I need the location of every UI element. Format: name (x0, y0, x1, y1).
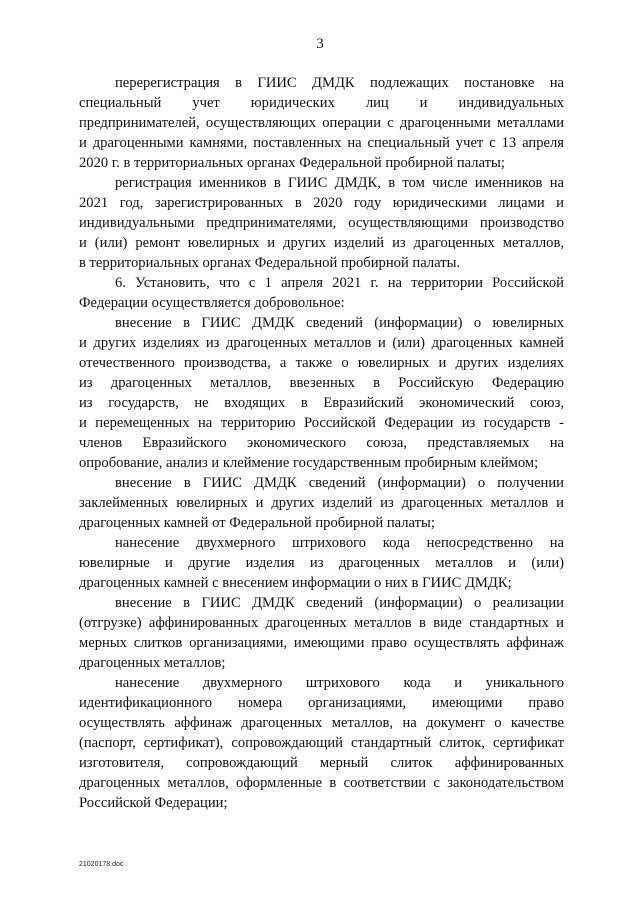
text-line: и других изделиях из драгоценных металлов и (или) драгоценных камней (79, 335, 564, 351)
text-line: мерных слитков организациями, имеющими право осуществлять аффинаж (79, 635, 564, 651)
text-line: драгоценных металлов, оформленные в соответствии с законодательством (79, 775, 564, 791)
text-line: из государств, не входящих в Евразийский экономический союз, (79, 395, 564, 411)
text-line: внесение в ГИИС ДМДК сведений (информации) о ювелирных (115, 315, 564, 331)
text-line: индивидуальными предпринимателями, осуществляющими производство (79, 215, 564, 231)
text-line: внесение в ГИИС ДМДК сведений (информации) о реализации (115, 595, 564, 611)
text-line: предпринимателей, осуществляющих операции с драгоценными металлами (79, 115, 564, 131)
text-line: драгоценных камней от Федеральной пробирной палаты; (79, 515, 435, 531)
text-line: 2021 год, зарегистрированных в 2020 году юридическими лицами и (79, 195, 564, 211)
para-barcode-items (79, 533, 564, 593)
text-line: внесение в ГИИС ДМДК сведений (информации) о получении (115, 475, 564, 491)
text-line: Российской Федерации; (79, 795, 228, 811)
text-line: и драгоценными камнями, поставленных на специальный учет с 13 апреля (79, 135, 564, 151)
para-item-6 (79, 273, 564, 313)
text-line: заклейменных ювелирных и других изделий из драгоценных металлов и (79, 495, 564, 511)
para-barcode-documents (79, 673, 564, 813)
text-line: из драгоценных металлов, ввезенных в Российскую Федерацию (79, 375, 564, 391)
text-line: изготовителя, сопровождающий мерный слиток аффинированных (79, 755, 564, 771)
text-line: перерегистрация в ГИИС ДМДК подлежащих постановке на (115, 75, 564, 91)
text-line: осуществлять аффинаж драгоценных металлов, на документ о качестве (79, 715, 564, 731)
text-line: отечественного производства, а также о ювелирных и других изделиях (79, 355, 564, 371)
text-line: нанесение двухмерного штрихового кода и уникального (115, 675, 564, 691)
para-domestic-items (79, 313, 564, 473)
text-line: специальный учет юридических лиц и индивидуальных (79, 95, 564, 111)
text-line: опробование, анализ и клеймение государственным пробирным клеймом; (79, 455, 539, 471)
page-number: 3 (316, 36, 324, 52)
text-line: регистрация именников в ГИИС ДМДК, в том числе именников на (115, 175, 564, 191)
text-line: и (или) ремонт ювелирных и других изделий из драгоценных металлов, (79, 235, 564, 251)
text-line: драгоценных камней с внесением информации о них в ГИИС ДМДК; (79, 575, 512, 591)
footer-file-reference: 21020178.doc (79, 861, 124, 868)
text-line: Федерации осуществляется добровольное: (79, 295, 345, 311)
text-line: 6. Установить, что с 1 апреля 2021 г. на территории Российской (115, 275, 564, 291)
para-reregistration (79, 73, 564, 173)
document-body (79, 73, 564, 813)
para-receipt (79, 473, 564, 533)
text-line: 2020 г. в территориальных органах Федеральной пробирной палаты; (79, 155, 505, 171)
text-line: драгоценных металлов; (79, 655, 226, 671)
text-line: ювелирные и другие изделия из драгоценных металлов и (или) (79, 555, 564, 571)
text-line: (паспорт, сертификат), сопровождающий стандартный слиток, сертификат (79, 735, 564, 751)
text-line: идентификационного номера организациями, имеющими право (79, 695, 564, 711)
text-line: и перемещенных на территорию Российской Федерации из государств - (79, 415, 564, 431)
text-line: в территориальных органах Федеральной пробирной палаты. (79, 255, 461, 271)
para-hallmark-registration (79, 173, 564, 273)
para-refined-sales (79, 593, 564, 673)
text-line: членов Евразийского экономического союза, представляемых на (79, 435, 564, 451)
text-line: нанесение двухмерного штрихового кода непосредственно на (115, 535, 564, 551)
text-line: (отгрузке) аффинированных драгоценных металлов в виде стандартных и (79, 615, 564, 631)
